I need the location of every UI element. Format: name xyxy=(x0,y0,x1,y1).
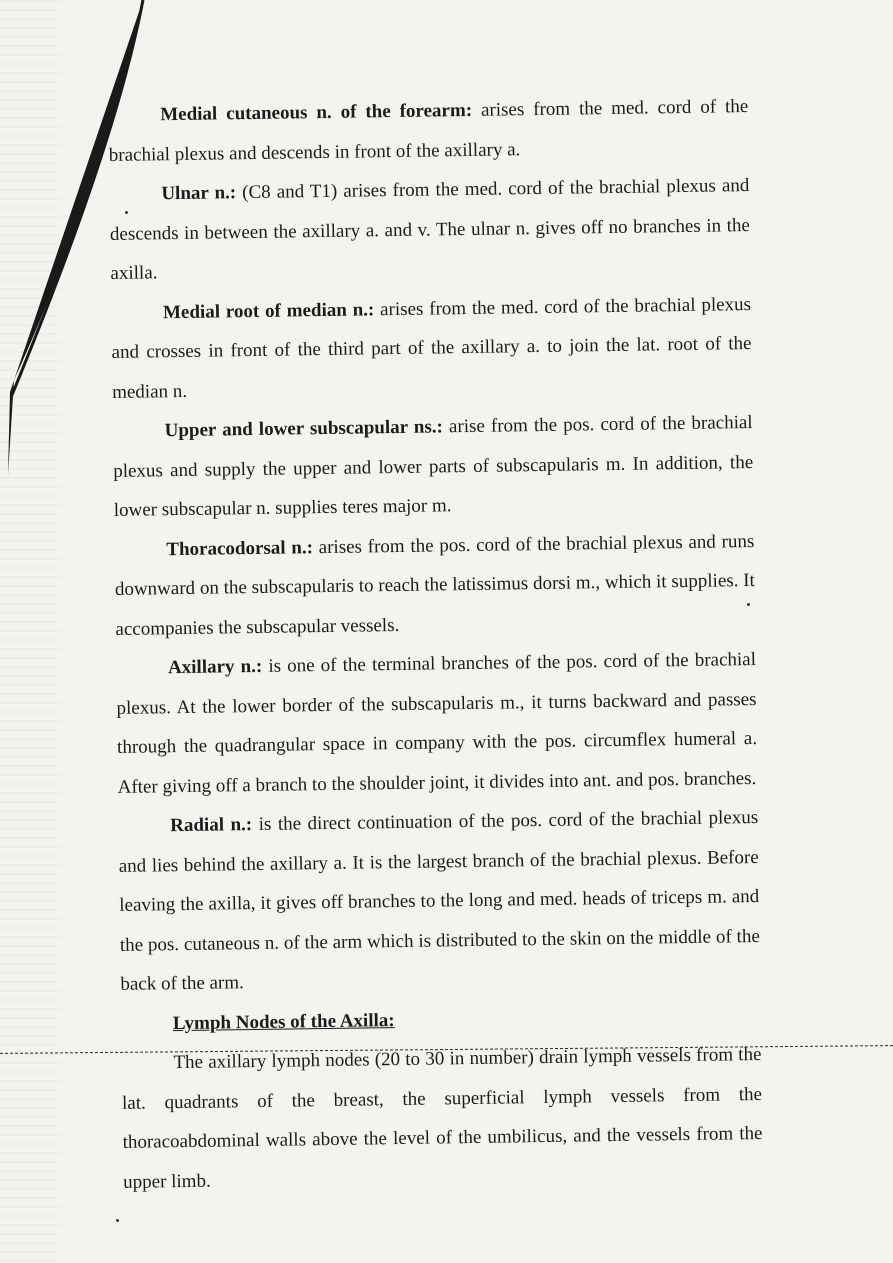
body-axillary: is one of the terminal branches of the pos. cord of the brachial plexus. At the lower border of the subscapularis m., it turns backward and passes through the quadrangular space in company with the pos. circumflex humeral a. After giving off a branch to the shoulder joint, it divides into ant. and pos. branches. xyxy=(116,649,758,798)
body-radial: is the direct continuation of the pos. cord of the brachial plexus and lies behind the axillary a. It is the largest branch of the brachial plexus. Before leaving the axilla, it gives off branches to the long and med. heads of triceps m. and the pos. cutaneous n. of the arm which is distributed to the skin on the middle of the back of the arm. xyxy=(118,806,760,995)
term-medial-root-median: Medial root of median n.: xyxy=(162,298,375,323)
term-ulnar: Ulnar n.: xyxy=(161,182,237,205)
document-body xyxy=(108,87,763,1202)
body-medial-cutaneous: arises from the med. cord of the brachial plexus and descends in front of the axillary a. xyxy=(108,96,749,166)
paragraph-ulnar xyxy=(109,166,751,293)
paragraph-medial-root-median xyxy=(111,285,753,412)
body-subscapular: arise from the pos. cord of the brachial plexus and supply the upper and lower parts of subscapularis m. In addition, the lower subscapular n. supplies teres major m. xyxy=(113,412,754,521)
body-medial-root-median: arises from the med. cord of the brachial plexus and crosses in front of the third part of the axillary a. to join the lat. root of the median n. xyxy=(111,293,752,403)
paragraph-radial xyxy=(118,798,761,1004)
body-ulnar: (C8 and T1) arises from the med. cord of the brachial plexus and descends in between the axillary a. and v. The ulnar n. gives off no branches in the axilla. xyxy=(109,175,751,284)
paragraph-axillary xyxy=(116,640,758,807)
term-medial-cutaneous: Medial cutaneous n. of the forearm: xyxy=(160,99,473,126)
term-subscapular: Upper and lower subscapular ns.: xyxy=(164,416,444,442)
term-radial: Radial n.: xyxy=(170,814,253,837)
paragraph-lymph-nodes xyxy=(121,1035,763,1202)
paragraph-thoracodorsal xyxy=(114,522,756,649)
paragraph-subscapular xyxy=(112,403,754,530)
term-axillary: Axillary n.: xyxy=(167,655,263,679)
section-heading-lymph-nodes: Lymph Nodes of the Axilla: xyxy=(172,1009,395,1034)
speck xyxy=(116,1219,119,1222)
term-thoracodorsal: Thoracodorsal n.: xyxy=(166,536,314,560)
body-thoracodorsal: arises from the pos. cord of the brachial plexus and runs downward on the subscapularis to reach the latissimus dorsi m., which it supplies. It accompanies the subscapular vessels. xyxy=(114,530,755,640)
paragraph-medial-cutaneous xyxy=(108,87,749,175)
body-lymph-nodes: The axillary lymph nodes (20 to 30 in number) drain lymph vessels from the lat. quadrants of the breast, the superficial lymph vessels from the thoracoabdominal walls above the level of the umbilicus, and the vessels from the upper limb. xyxy=(121,1043,763,1193)
